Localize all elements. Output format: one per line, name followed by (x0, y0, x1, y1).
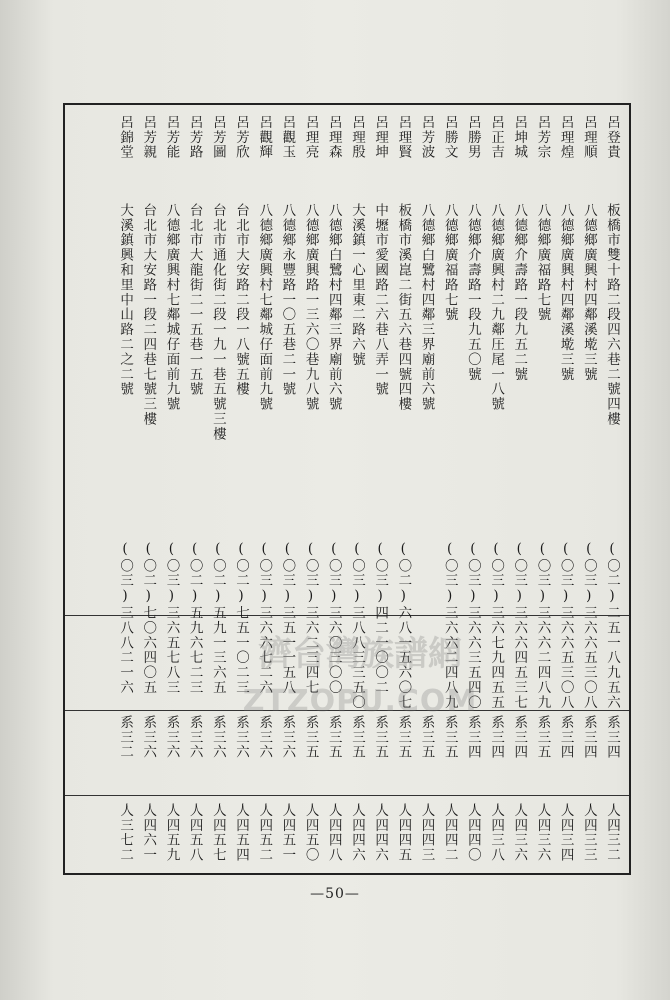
entry-phone: (〇三)四二一〇〇二 (372, 541, 389, 695)
entry-phone: (〇二)二五一八九五六 (604, 541, 620, 710)
register-entry (507, 105, 530, 873)
entry-address: 八德鄉廣興村七鄰城仔面前九號 (163, 203, 180, 412)
entry-number: 人四四二 (441, 803, 458, 863)
watermark-url: ZTZOPU.COM (242, 684, 478, 719)
entry-phone: (〇三)三六六七二六 (256, 541, 273, 695)
entry-address: 台北市大安路二段一八號五樓 (233, 203, 249, 397)
entry-number: 人四三八 (488, 803, 505, 863)
register-columns (113, 105, 623, 873)
entry-address: 大溪鎮一心里東二路六號 (348, 203, 365, 367)
entry-phone: (〇二)五九一三六五 (209, 541, 226, 695)
register-entry (553, 105, 576, 873)
entry-name: 呂理坤 (372, 115, 389, 160)
entry-branch: 系三四 (604, 715, 620, 760)
entry-number: 人四四六 (348, 803, 365, 863)
entry-branch: 系三六 (163, 715, 180, 760)
register-entry (530, 105, 553, 873)
entry-branch: 系三五 (395, 715, 412, 760)
entry-name: 呂芳路 (186, 115, 203, 160)
entry-phone: (〇三)三六六五三〇八 (580, 541, 597, 710)
register-entry (136, 105, 159, 873)
entry-branch: 系三二 (117, 715, 134, 760)
entry-branch: 系三六 (279, 715, 296, 760)
entry-phone: (〇三)三八八三三五〇 (348, 541, 365, 710)
entry-branch: 系三六 (233, 715, 249, 760)
entry-name: 呂芳親 (140, 115, 157, 160)
entry-address: 八德鄉介壽路一段九五二號 (511, 203, 528, 382)
entry-address: 八德鄉永豐路一〇五巷二一號 (279, 203, 296, 397)
entry-name: 呂理順 (580, 115, 597, 160)
entry-number: 人四五一 (279, 803, 296, 863)
entry-phone: (〇三)三六六五三〇八 (557, 541, 574, 710)
entry-name: 呂芳圖 (209, 115, 226, 160)
register-entry (345, 105, 368, 873)
entry-name: 呂理亮 (302, 115, 319, 160)
entry-number: 人四四八 (325, 803, 342, 863)
register-entry (252, 105, 275, 873)
entry-address: 八德鄉介壽路一段九五〇號 (464, 203, 481, 382)
entry-number: 人四五二 (256, 803, 273, 863)
entry-address: 八德鄉廣興村四鄰溪墘三號 (557, 203, 574, 382)
entry-phone: (〇三)三六六四五三七 (511, 541, 528, 710)
register-entry (298, 105, 321, 873)
entry-branch: 系三五 (441, 715, 458, 760)
entry-number: 人四四〇 (464, 803, 481, 863)
entry-phone: (〇三)三五一一五八 (279, 541, 296, 695)
entry-number: 人四五九 (163, 803, 180, 863)
entry-number: 人四三六 (511, 803, 528, 863)
register-entry (159, 105, 182, 873)
entry-branch: 系三五 (348, 715, 365, 760)
register-entry (229, 105, 252, 873)
entry-number: 人四三二 (604, 803, 620, 863)
entry-number: 人四五四 (233, 803, 249, 863)
entry-branch: 系三六 (256, 715, 273, 760)
register-entry (577, 105, 600, 873)
entry-name: 呂勝男 (464, 115, 481, 160)
entry-name: 呂芳波 (418, 115, 435, 160)
entry-phone: (〇三)三六五七八三 (163, 541, 180, 695)
entry-name: 呂坤城 (511, 115, 528, 160)
entry-number: 人四三四 (557, 803, 574, 863)
entry-branch: 系三五 (534, 715, 551, 760)
register-entry (484, 105, 507, 873)
entry-phone: (〇三)三六〇三〇〇 (325, 541, 342, 695)
entry-number: 人三七二 (117, 803, 134, 863)
entry-name: 呂芳欣 (233, 115, 249, 160)
entry-address: 台北市通化街二段一九一巷五號三樓 (209, 203, 226, 442)
entry-branch: 系三四 (557, 715, 574, 760)
entry-number: 人四五八 (186, 803, 203, 863)
entry-address: 八德鄉廣興路一三六〇巷九八號 (302, 203, 319, 412)
entry-branch: 系三四 (511, 715, 528, 760)
entry-name: 呂芳能 (163, 115, 180, 160)
entry-branch: 系三四 (580, 715, 597, 760)
register-entry (438, 105, 461, 873)
entry-branch: 系三六 (186, 715, 203, 760)
entry-branch: 系三四 (488, 715, 505, 760)
entry-address: 八德鄉白鷺村四鄰三界廟前六號 (418, 203, 435, 412)
entry-phone: (〇二)六八一五六〇七 (395, 541, 412, 710)
entry-address: 板橋市溪崑二街五六巷四號四樓 (395, 203, 412, 412)
entry-name: 呂勝文 (441, 115, 458, 160)
entry-branch: 系三六 (209, 715, 226, 760)
register-entry (182, 105, 205, 873)
entry-branch: 系三五 (302, 715, 319, 760)
entry-phone: (〇三)三六七九四五五 (488, 541, 505, 710)
entry-address: 八德鄉廣興村七鄰城仔面前九號 (256, 203, 273, 412)
register-entry (275, 105, 298, 873)
entry-phone: (〇二)五九六七二三 (186, 541, 203, 695)
register-entry (391, 105, 414, 873)
entry-phone: (〇二)七〇六四〇五 (140, 541, 157, 695)
entry-number: 人四五〇 (302, 803, 319, 863)
entry-name: 呂觀輝 (256, 115, 273, 160)
entry-number: 人四四三 (418, 803, 435, 863)
register-entry (461, 105, 484, 873)
entry-name: 呂理賢 (395, 115, 412, 160)
entry-name: 呂登貴 (604, 115, 620, 160)
entry-number: 人四三三 (580, 803, 597, 863)
entry-phone: (〇三)三六六二四八九 (441, 541, 458, 710)
entry-address: 八德鄉廣福路七號 (534, 203, 551, 323)
entry-address: 台北市大龍街二一五巷一五號 (186, 203, 203, 397)
entry-phone: (〇二)七五一〇二三 (233, 541, 249, 695)
entry-number: 人四四六 (372, 803, 389, 863)
entry-branch: 系三四 (464, 715, 481, 760)
entry-number: 人四四五 (395, 803, 412, 863)
entry-name: 呂理森 (325, 115, 342, 160)
entry-address: 八德鄉白鷺村四鄰三界廟前六號 (325, 203, 342, 412)
entry-address: 板橋市雙十路二段四六巷二號四樓 (604, 203, 620, 427)
watermark-text: 濟台灣族譜網 (258, 634, 462, 674)
entry-address: 八德鄉廣福路七號 (441, 203, 458, 323)
entry-address: 八德鄉廣興村二九鄰圧尾一八號 (488, 203, 505, 412)
entry-name: 呂錦堂 (117, 115, 134, 160)
entry-name: 呂理殷 (348, 115, 365, 160)
register-entry (414, 105, 437, 873)
entry-phone: (〇三)三八八二一六 (117, 541, 134, 695)
register-entry (368, 105, 391, 873)
entry-name: 呂觀玉 (279, 115, 296, 160)
register-entry (113, 105, 136, 873)
register-entry (206, 105, 229, 873)
register-entry (322, 105, 345, 873)
entry-name: 呂理煌 (557, 115, 574, 160)
entry-number: 人四三六 (534, 803, 551, 863)
page-number: —50— (310, 886, 360, 902)
entry-address: 中壢市愛國路二六巷八弄一號 (372, 203, 389, 397)
entry-branch: 系三五 (418, 715, 435, 760)
entry-address: 台北市大安路一段二四巷七號三樓 (140, 203, 157, 427)
register-entry (600, 105, 623, 873)
entry-address: 大溪鎮興和里中山路二之二號 (117, 203, 134, 397)
entry-number: 人四六一 (140, 803, 157, 863)
entry-name: 呂芳宗 (534, 115, 551, 160)
entry-branch: 系三六 (140, 715, 157, 760)
register-table (63, 103, 631, 875)
entry-phone: (〇三)三六六二四八九 (534, 541, 551, 710)
entry-phone: (〇三)三六六三五四〇 (464, 541, 481, 710)
entry-branch: 系三五 (325, 715, 342, 760)
entry-phone: (〇三)三六二三四七 (302, 541, 319, 695)
entry-number: 人四五七 (209, 803, 226, 863)
entry-name: 呂正吉 (488, 115, 505, 160)
entry-address: 八德鄉廣興村四鄰溪墘三號 (580, 203, 597, 382)
entry-branch: 系三五 (372, 715, 389, 760)
